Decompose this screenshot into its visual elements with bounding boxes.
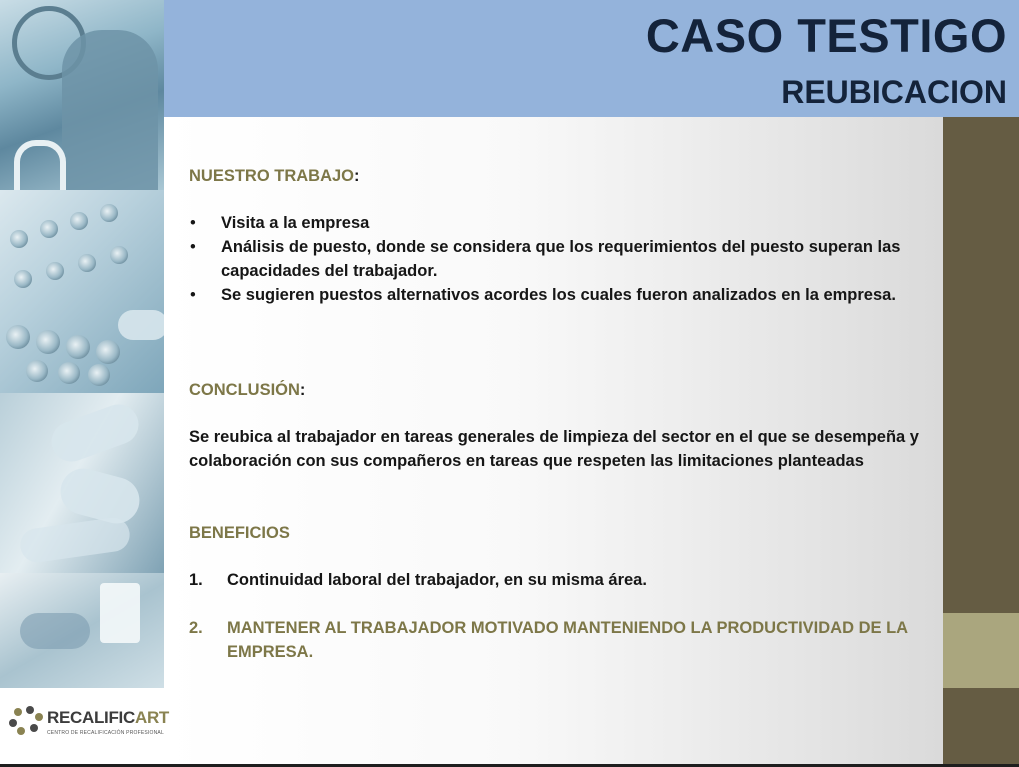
peg-knob-graphic [58, 362, 80, 384]
logo-mark-icon [8, 704, 48, 736]
hand-graphic [46, 399, 144, 467]
page-subtitle: REUBICACION [781, 74, 1007, 110]
page-title: CASO TESTIGO [645, 9, 1007, 62]
pipe-graphic [14, 140, 66, 190]
recalificart-logo [0, 688, 168, 767]
logo-name-part1: RECALIFIC [47, 708, 135, 727]
heading-label: CONCLUSIÓN [189, 381, 300, 399]
peg-knob-graphic [36, 330, 60, 354]
list-item [189, 568, 929, 592]
peg-knob-graphic [78, 254, 96, 272]
photo-hands-assembly [0, 393, 164, 573]
peg-knob-graphic [110, 246, 128, 264]
list-item: • Se sugieren puestos alternativos acordes los cuales fueron analizados en la empresa. [189, 283, 934, 307]
conclusion-text: Se reubica al trabajador en tareas generales de limpieza del sector en el que se desempeña y colaboración con sus compañeros en tareas que respeten las limitaciones planteadas [189, 428, 919, 470]
side-bar-dark-bottom [943, 688, 1019, 765]
peg-knob-graphic [10, 230, 28, 248]
photo-worker-valve [0, 0, 164, 190]
logo-tagline: CENTRO DE RECALIFICACIÓN PROFESIONAL [47, 730, 164, 736]
arm-graphic [18, 516, 132, 565]
photo-pegboard [0, 190, 164, 393]
side-bar-light [943, 613, 1019, 688]
list-item-text: Continuidad laboral del trabajador, en su misma área. [227, 571, 647, 589]
photo-workstation [0, 573, 164, 688]
bullet-list-trabajo [189, 211, 934, 307]
peg-knob-graphic [40, 220, 58, 238]
list-number: 1. [189, 571, 203, 589]
peg-knob-graphic [88, 364, 110, 386]
logo-name-part2: ART [134, 708, 170, 727]
list-number: 2. [189, 619, 203, 637]
list-item-text: MANTENER AL TRABAJADOR MOTIVADO MANTENIENDO LA PRODUCTIVIDAD DE LA EMPRESA. [227, 619, 908, 661]
side-bar-dark [943, 117, 1019, 613]
peg-knob-graphic [46, 262, 64, 280]
worker-figure-graphic [62, 30, 158, 190]
benefit-list-2 [189, 616, 929, 664]
peg-knob-graphic [26, 360, 48, 382]
peg-knob-graphic [100, 204, 118, 222]
list-item [189, 616, 929, 664]
list-item: • Análisis de puesto, donde se considera que los requerimientos del puesto superan las capacidades del trabajador. [189, 235, 934, 283]
photo-collage [0, 0, 164, 688]
peg-knob-graphic [66, 335, 90, 359]
main-content [164, 117, 943, 765]
heading-colon: : [299, 381, 306, 399]
peg-knob-graphic [14, 270, 32, 288]
heading-beneficios: BENEFICIOS [189, 524, 290, 542]
list-item: • Visita a la empresa [189, 211, 934, 235]
panel-graphic [100, 583, 140, 643]
peg-knob-graphic [6, 325, 30, 349]
machine-graphic [20, 613, 90, 649]
header-band [164, 0, 1019, 117]
hand-graphic [118, 310, 164, 340]
logo-name [47, 708, 169, 728]
heading-colon: : [354, 167, 360, 185]
peg-knob-graphic [96, 340, 120, 364]
peg-knob-graphic [70, 212, 88, 230]
heading-nuestro-trabajo [189, 164, 360, 188]
heading-conclusion [189, 378, 305, 402]
benefit-list-1 [189, 568, 929, 592]
heading-label: NUESTRO TRABAJO [189, 167, 355, 185]
